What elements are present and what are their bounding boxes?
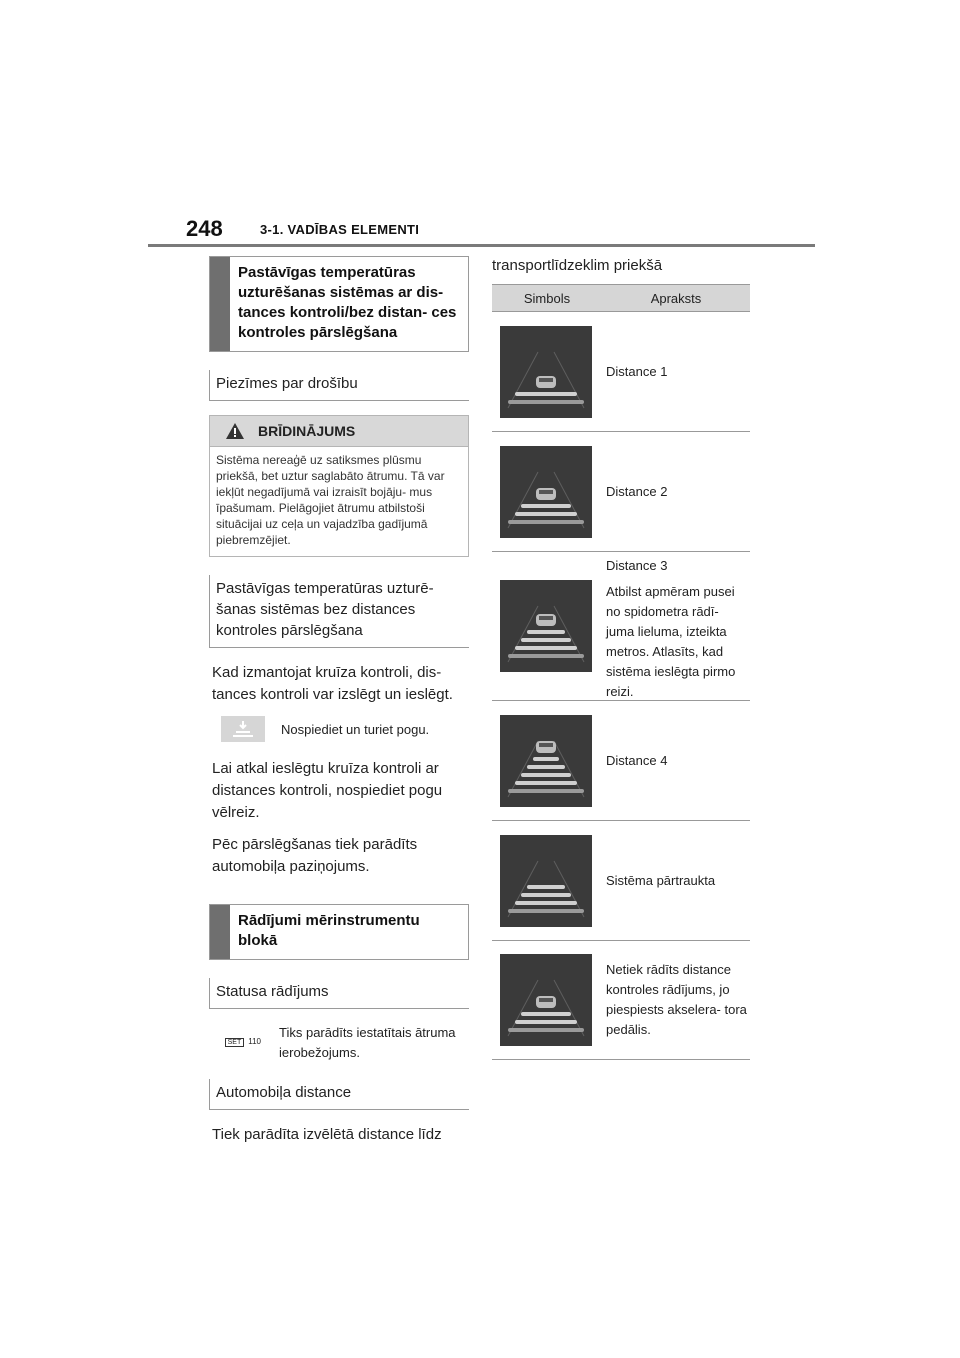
warning-triangle-icon — [226, 423, 244, 439]
row-title: Distance 2 — [606, 483, 668, 499]
paragraph-distance-toggle: Kad izmantojat kruīza kontroli, dis- tances kontroli var izslēgt un ieslēgt. — [212, 664, 453, 703]
warning-text: Sistēma nereaģē uz satiksmes plūsmu priekšā, bet uztur saglabāto ātrumu. Tā var iekļūt negadījumā vai izraisīt bojāju- mus īpašumam. Pielāgojiet ātrumu atbilstoši situācijai uz ceļa un vajadzība gadījumā piebremzējiet. — [216, 453, 445, 547]
left-column — [209, 256, 469, 1156]
instruction-text: Nospiediet un turiet pogu. — [281, 721, 430, 737]
status-row — [209, 1023, 469, 1063]
row-body: Netiek rādīts distance kontroles rādījums, jo piespiests akselera- tora pedālis. — [606, 962, 747, 1037]
switching-without-distance-heading: Pastāvīgas temperatūras uzturē- šanas sistēmas bez distances kontroles pārslēgšana — [209, 575, 469, 648]
distance-button-icon — [221, 716, 265, 742]
instruction-row — [221, 716, 469, 742]
table-row — [492, 432, 750, 552]
distance-2-symbol-icon — [500, 446, 592, 538]
distance-3-symbol-icon — [500, 580, 592, 672]
table-header — [492, 284, 750, 312]
row-title: Distance 1 — [606, 363, 668, 379]
safety-notes-heading: Piezīmes par drošību — [209, 370, 469, 401]
distance-4-symbol-icon — [500, 715, 592, 807]
heading-bar — [210, 257, 230, 351]
heading-switching — [209, 256, 469, 352]
heading-text: Rādījumi mērinstrumentu blokā — [238, 912, 420, 949]
heading-text: Pastāvīgas temperatūras uzturēšanas sistēmas ar dis- tances kontroli/bez distan- ces kontroles pārslēgšana — [238, 264, 457, 341]
set-speed-icon: SET 110 — [209, 1023, 261, 1046]
table-row — [492, 552, 750, 701]
section-title: 3-1. VADĪBAS ELEMENTI — [260, 222, 420, 237]
heading-instrument-cluster — [209, 904, 469, 960]
paragraph-distance-shown: Tiek parādīta izvēlētā distance līdz — [212, 1126, 442, 1143]
right-column — [492, 256, 750, 1060]
status-display-heading: Statusa rādījums — [209, 978, 469, 1009]
table-row — [492, 701, 750, 821]
table-intro: transportlīdzeklim priekšā — [492, 257, 663, 274]
column-description: Apraksts — [650, 290, 702, 306]
table-row — [492, 312, 750, 432]
page-header — [186, 214, 816, 246]
accelerator-override-symbol-icon — [500, 954, 592, 1046]
row-title: Sistēma pārtraukta — [606, 872, 716, 888]
distance-1-symbol-icon — [500, 326, 592, 418]
warning-box — [209, 415, 469, 557]
car-distance-icon — [232, 720, 254, 738]
warning-label: BRĪDINĀJUMS — [258, 423, 356, 439]
table-row — [492, 941, 750, 1060]
table-row — [492, 821, 750, 941]
row-body: Atbilst apmēram pusei no spidometra rādī- juma lieluma, izteikta metros. Atlasīts, kad sistēma ieslēgta pirmo reizi. — [606, 584, 736, 699]
header-divider — [148, 244, 815, 247]
row-title: Distance 3 — [606, 558, 668, 573]
heading-bar — [210, 905, 230, 959]
paragraph-message: Pēc pārslēgšanas tiek parādīts automobiļa paziņojums. — [212, 836, 418, 875]
status-text: Tiks parādīts iestatītais ātruma ierobežojums. — [279, 1025, 456, 1060]
warning-header — [210, 416, 468, 447]
column-symbol: Simbols — [523, 290, 571, 306]
vehicle-distance-heading: Automobiļa distance — [209, 1079, 469, 1110]
paragraph-reenable: Lai atkal ieslēgtu kruīza kontroli ar distances kontroli, nospiediet pogu vēlreiz. — [212, 760, 443, 821]
system-interrupted-symbol-icon — [500, 835, 592, 927]
row-title: Distance 4 — [606, 752, 668, 768]
page-number: 248 — [186, 216, 223, 241]
